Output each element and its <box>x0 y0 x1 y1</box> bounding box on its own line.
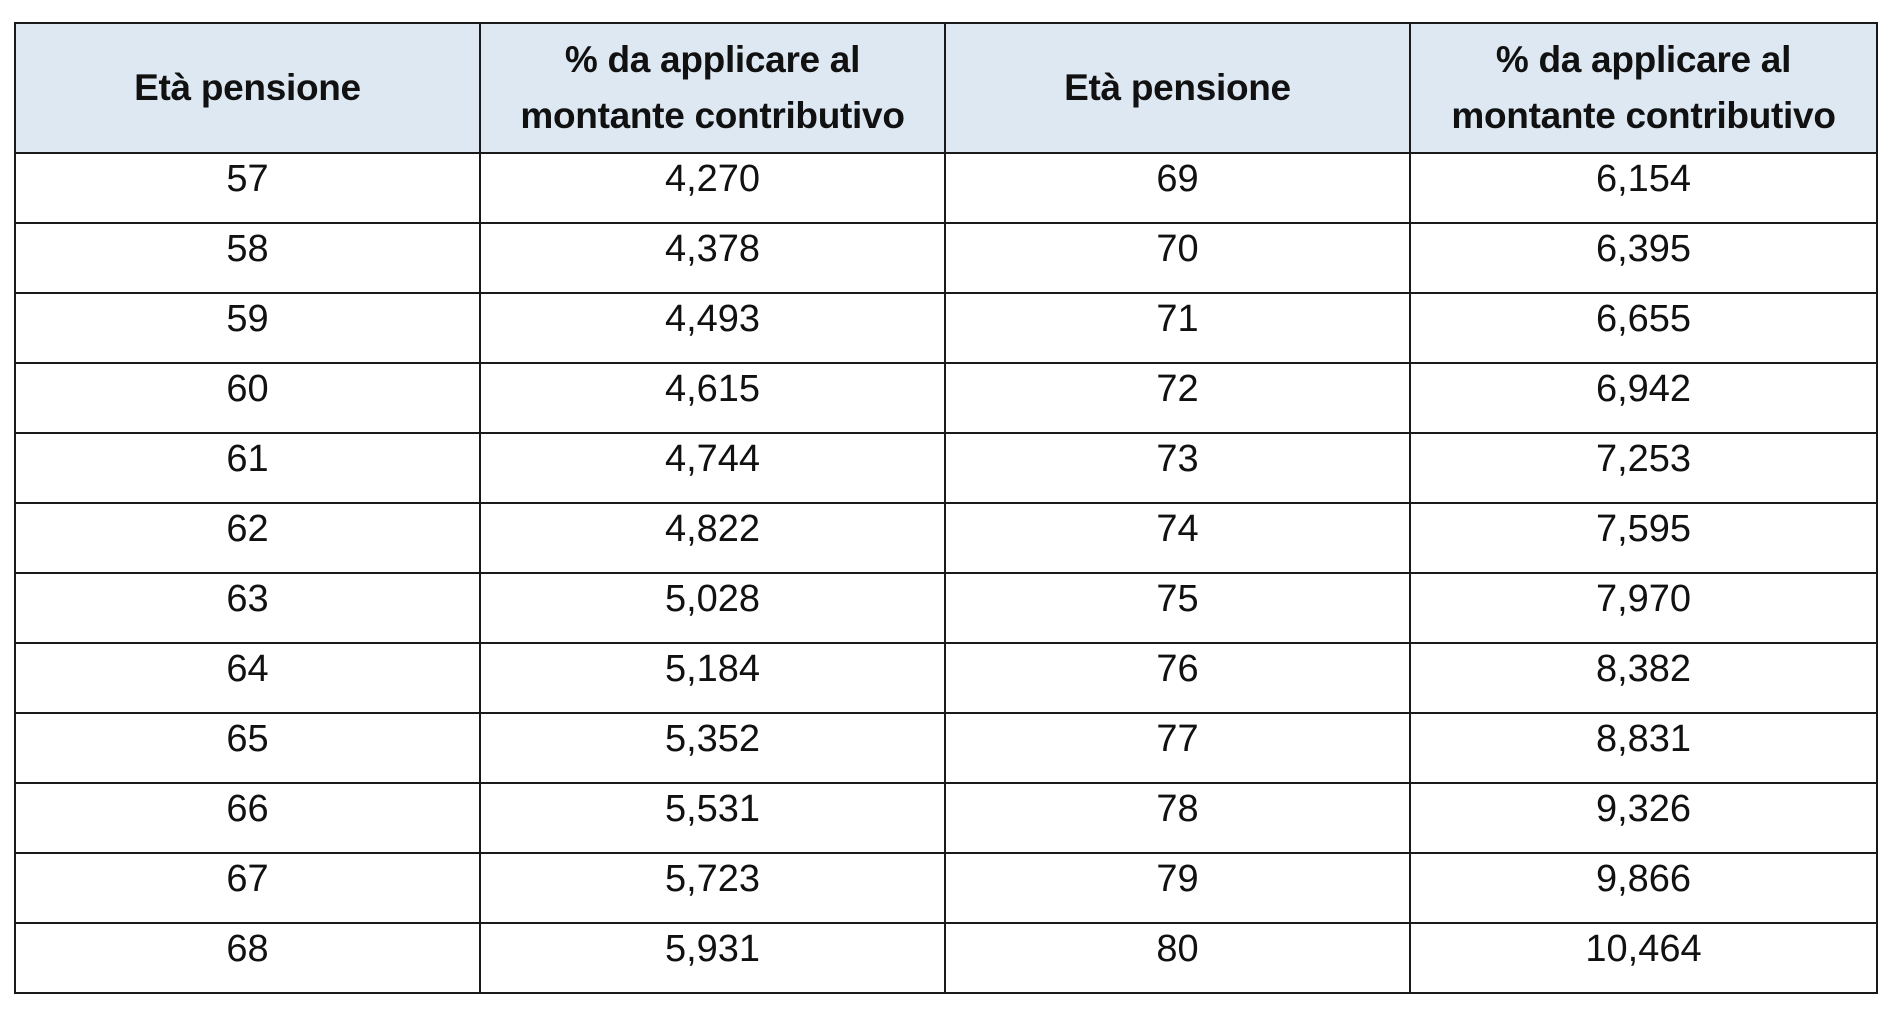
header-percentage-right: % da applicare al montante contributivo <box>1410 23 1877 153</box>
percentage-cell: 5,531 <box>480 783 945 853</box>
percentage-cell: 6,655 <box>1410 293 1877 363</box>
age-cell: 67 <box>15 853 480 923</box>
percentage-cell: 9,866 <box>1410 853 1877 923</box>
percentage-cell: 6,154 <box>1410 153 1877 223</box>
header-retirement-age-left: Età pensione <box>15 23 480 153</box>
table-row <box>15 643 1877 713</box>
pension-coefficients-table <box>14 22 1878 994</box>
pension-coefficients-table-container <box>14 22 1876 994</box>
percentage-cell: 4,744 <box>480 433 945 503</box>
age-cell: 62 <box>15 503 480 573</box>
age-cell: 64 <box>15 643 480 713</box>
age-cell: 77 <box>945 713 1410 783</box>
table-row <box>15 433 1877 503</box>
table-row <box>15 923 1877 993</box>
percentage-cell: 5,028 <box>480 573 945 643</box>
percentage-cell: 9,326 <box>1410 783 1877 853</box>
percentage-cell: 4,493 <box>480 293 945 363</box>
percentage-cell: 4,615 <box>480 363 945 433</box>
age-cell: 63 <box>15 573 480 643</box>
age-cell: 76 <box>945 643 1410 713</box>
age-cell: 71 <box>945 293 1410 363</box>
percentage-cell: 7,595 <box>1410 503 1877 573</box>
age-cell: 66 <box>15 783 480 853</box>
age-cell: 78 <box>945 783 1410 853</box>
age-cell: 57 <box>15 153 480 223</box>
percentage-cell: 6,942 <box>1410 363 1877 433</box>
percentage-cell: 6,395 <box>1410 223 1877 293</box>
age-cell: 72 <box>945 363 1410 433</box>
age-cell: 68 <box>15 923 480 993</box>
percentage-cell: 10,464 <box>1410 923 1877 993</box>
table-row <box>15 153 1877 223</box>
age-cell: 74 <box>945 503 1410 573</box>
table-row <box>15 783 1877 853</box>
age-cell: 58 <box>15 223 480 293</box>
percentage-cell: 5,931 <box>480 923 945 993</box>
header-percentage-left: % da applicare al montante contributivo <box>480 23 945 153</box>
table-row <box>15 573 1877 643</box>
age-cell: 59 <box>15 293 480 363</box>
table-row <box>15 713 1877 783</box>
percentage-cell: 5,352 <box>480 713 945 783</box>
percentage-cell: 4,270 <box>480 153 945 223</box>
table-row <box>15 293 1877 363</box>
percentage-cell: 7,970 <box>1410 573 1877 643</box>
age-cell: 80 <box>945 923 1410 993</box>
table-row <box>15 223 1877 293</box>
table-row <box>15 503 1877 573</box>
header-retirement-age-right: Età pensione <box>945 23 1410 153</box>
percentage-cell: 4,822 <box>480 503 945 573</box>
age-cell: 69 <box>945 153 1410 223</box>
percentage-cell: 8,382 <box>1410 643 1877 713</box>
table-row <box>15 363 1877 433</box>
table-header <box>15 23 1877 153</box>
percentage-cell: 5,723 <box>480 853 945 923</box>
age-cell: 75 <box>945 573 1410 643</box>
percentage-cell: 7,253 <box>1410 433 1877 503</box>
age-cell: 65 <box>15 713 480 783</box>
table-row <box>15 853 1877 923</box>
header-row <box>15 23 1877 153</box>
age-cell: 79 <box>945 853 1410 923</box>
percentage-cell: 4,378 <box>480 223 945 293</box>
age-cell: 61 <box>15 433 480 503</box>
age-cell: 70 <box>945 223 1410 293</box>
table-body <box>15 153 1877 993</box>
percentage-cell: 5,184 <box>480 643 945 713</box>
percentage-cell: 8,831 <box>1410 713 1877 783</box>
age-cell: 73 <box>945 433 1410 503</box>
age-cell: 60 <box>15 363 480 433</box>
